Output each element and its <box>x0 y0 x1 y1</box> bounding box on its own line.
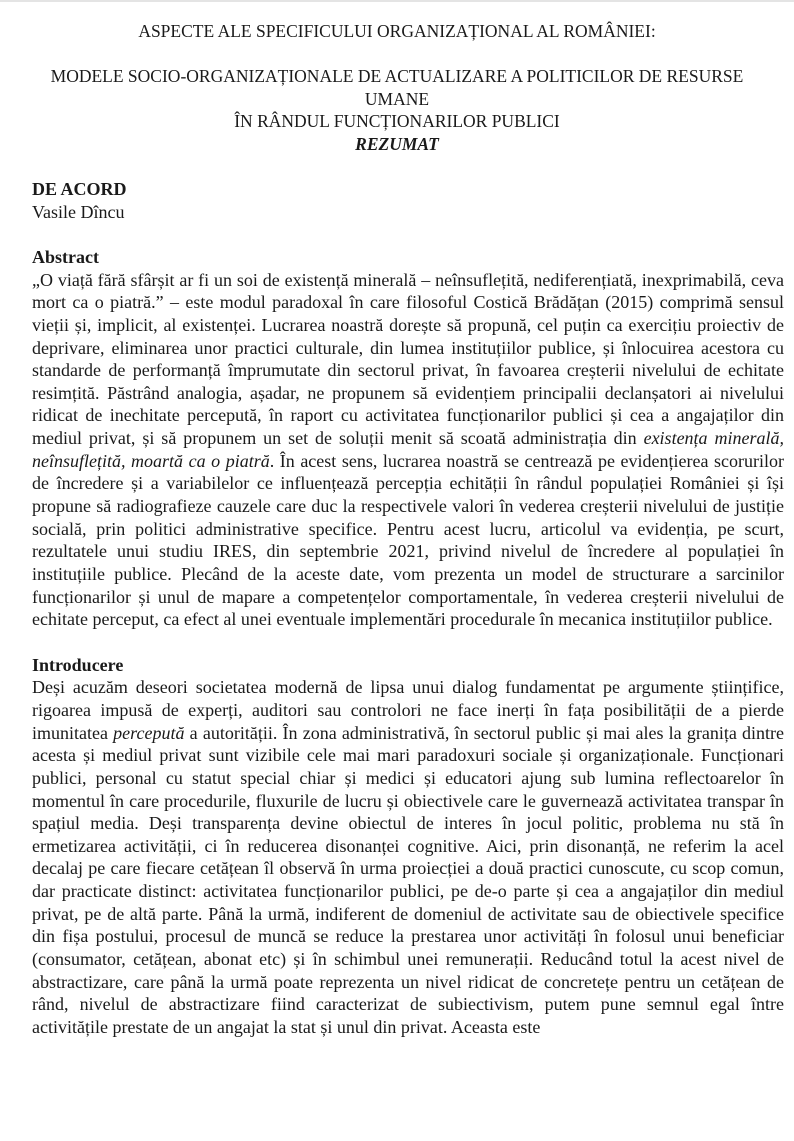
title-block <box>32 20 784 156</box>
abstract-text-continued: . În acest sens, lucrarea noastră se centrează pe evidențierea scorurilor de încredere și a variabilelor ce influențează percepția echității în rândul populației României și își propune să radiografieze cauzele care duc la respectivele valori în vederea creșterii nivelului de justiție socială, prin politici administrative specifice. Pentru acest lucru, articolul va evidenția, pe scurt, rezultatele unui studiu IRES, din septembrie 2021, privind nivelul de încredere al populației în instituțiile publice. Plecând de la aceste date, vom prezenta un model de structurare a sarcinilor funcționarilor și unul de mapare a competențelor comportamentale, în vederea creșterii nivelului de echitate perceput, ca efect al unei eventuale implementări procedurale în mecanica instituțiilor publice. <box>32 450 784 630</box>
rezumat-label: REZUMAT <box>355 133 439 154</box>
abstract-text: „O viață fără sfârșit ar fi un soi de existență minerală – neînsuflețită, nediferențiată, inexprimabilă, ceva mort ca o piatră.” – este modul paradoxal în care filosoful Costică Brădățan (2015) comprimă sensul vieții și, implicit, al existenței. Lucrarea noastră dorește să propună, cel puțin ca exercițiu proiectiv de deprivare, eliminarea unor practici culturale, din lumea instituțiilor publice, și înlocuirea acestora cu standarde de performanță împrumutate din sectorul privat, în favoarea creșterii nivelului de echitate resimțită. Păstrând analogia, așadar, ne propunem să evidențiem principalii declanșatori ai nivelului ridicat de inechitate percepută, în raport cu activitatea funcționarilor publici și cea a angajaților din mediul privat, și să propunem un set de soluții menit să scoată administrația din <box>32 269 784 449</box>
introduction-text: Deși acuzăm deseori societatea modernă de lipsa unui dialog fundamentat pe argumente științifice, rigoarea impusă de experți, auditori sau controlori ne face inerți în fața posibilității de a pierde imunitatea <box>32 677 784 743</box>
document-subtitle-continued: ÎN RÂNDUL FUNCȚIONARILOR PUBLICI <box>234 111 560 132</box>
document-subtitle: MODELE SOCIO-ORGANIZAȚIONALE DE ACTUALIZARE A POLITICILOR DE RESURSE UMANE <box>50 66 744 109</box>
introduction-heading: Introducere <box>32 654 124 675</box>
abstract-section <box>32 246 784 631</box>
introduction-paragraph <box>32 676 784 1039</box>
document-page <box>0 2 794 1039</box>
affiliation: DE ACORD <box>32 179 127 200</box>
document-title: ASPECTE ALE SPECIFICULUI ORGANIZAȚIONAL AL ROMÂNIEI: <box>138 21 656 41</box>
author-block <box>32 178 784 223</box>
abstract-italic-quote: existența minerală, neînsuflețită, moartă ca o piatră <box>32 428 784 471</box>
abstract-heading: Abstract <box>32 246 99 267</box>
introduction-italic-word: percepută <box>113 722 185 743</box>
introduction-text-continued: a autorității. În zona administrativă, în sectorul public și mai ales la granița dintre acesta și mediul privat sunt vizibile cele mai mari paradoxuri sociale și organizaționale. Funcționari publici, personal cu statut special chiar și medici și educatori ajung sub lumina reflectoarelor în momentul în care procedurile, fluxurile de lucru și obiectivele care le guvernează activitatea transpar în spațiul media. Deși transparența devine obiectul de interes în jocul politic, problema nu stă în ermetizarea activității, ci în reducerea disonanței cognitive. Aici, prin disonanță, ne referim la acel decalaj pe care fiecare cetățean îl observă în urma proiecției a două practici cunoscute, cu scop comun, dar practicate distinct: activitatea funcționarilor publici, pe de-o parte și cea a angajaților din mediul privat, pe de altă parte. Până la urmă, indiferent de domeniul de activitate sau de obiectivele specifice din fișa postului, procesul de muncă se reduce la prestarea unor activități în folosul unui beneficiar (consumator, cetățean, abonat etc) și în schimbul unei remunerații. Reducând totul la acest nivel de abstractizare, care până la urmă poate reprezenta un nivel ridicat de concretețe pentru un cetățean de rând, nivelul de abstractizare fiind caracterizat de subiectivism, putem pune semnul egal între activitățile prestate de un angajat la stat și unul din privat. Aceasta este <box>32 722 784 1038</box>
author-name: Vasile Dîncu <box>32 201 125 222</box>
introduction-section <box>32 654 784 1039</box>
abstract-paragraph <box>32 269 784 632</box>
